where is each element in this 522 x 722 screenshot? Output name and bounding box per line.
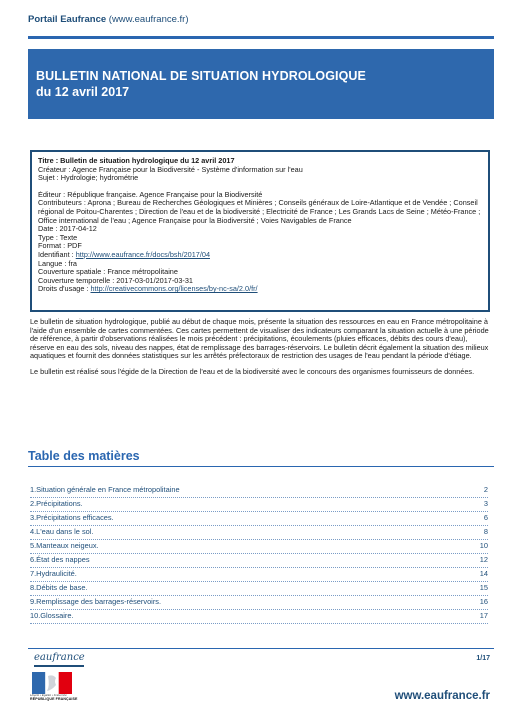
toc-entry-label[interactable]: 3.Précipitations efficaces. xyxy=(30,513,114,522)
toc-entry-label[interactable]: 9.Remplissage des barrages-réservoirs. xyxy=(30,597,162,606)
intro-paragraph-1: Le bulletin de situation hydrologique, publié au début de chaque mois, présente la situation des ressources en eau en France métropolitaine à l'aide d'un ensemble de cartes commentées. Ces cartes permettent de visualiser des indicateurs comparant la situation actuelle à une période de référence, à partir d'observations réalisées le mois précédent : précipitations, écoulements (pluies efficaces, débits des cours d'eau), réserve en eau des sols, niveau des nappes, état de remplissage des barrages-réservoirs. Le bulletin décrit également la situation des milieux aquatiques et fournit des données statistiques sur les arrêtés préfectoraux de restriction des usages de l'eau pendant la période d'étiage. xyxy=(30,317,489,361)
header-divider xyxy=(28,36,494,39)
toc-entry-label[interactable]: 8.Débits de base. xyxy=(30,583,88,592)
meta-createur: Créateur : Agence Française pour la Biodiversité - Système d'information sur l'eau xyxy=(38,165,303,174)
toc-entry-label[interactable]: 1.Situation générale en France métropolitaine xyxy=(30,485,180,494)
footer-divider xyxy=(28,648,494,649)
toc-entry-page[interactable]: 3 xyxy=(483,499,488,508)
toc-entry-page[interactable]: 10 xyxy=(479,541,488,550)
meta-date: Date : 2017-04-12 xyxy=(38,225,97,234)
portal-header xyxy=(28,14,189,25)
meta-droits-label: Droits d'usage : xyxy=(38,285,91,294)
page-number: 1/17 xyxy=(476,655,490,662)
republique-francaise-logo-icon xyxy=(32,672,72,694)
toc-entry-precipitations[interactable] xyxy=(30,498,488,512)
meta-contributeurs: Contributeurs : Aprona ; Bureau de Recherches Géologiques et Minières ; Conseils généraux de Loire-Atlantique et de Vendée ; Conseil régional de Poitou-Charentes ; Direction de l'eau et de la biodiversité ; Electricité de France ; Les Grands Lacs de Seine ; Météo-France ; Office international de l'eau ; Agence Française pour la Biodiversité ; Voies Navigables de France xyxy=(38,198,481,225)
intro-text xyxy=(30,318,492,384)
meta-langue: Langue : fra xyxy=(38,259,77,268)
toc-entry-debits-de-base[interactable] xyxy=(30,582,488,596)
metadata-box xyxy=(30,150,490,312)
meta-couverture-spatiale: Couverture spatiale : France métropolitaine xyxy=(38,268,178,277)
toc-divider xyxy=(28,466,494,467)
toc-entry-page[interactable]: 6 xyxy=(483,513,488,522)
toc-entry-page[interactable]: 15 xyxy=(479,583,488,592)
meta-identifiant-label: Identifiant : xyxy=(38,250,76,259)
republic-name: RÉPUBLIQUE FRANÇAISE xyxy=(30,697,78,701)
eaufrance-logo-underline xyxy=(34,665,84,667)
meta-couverture-temporelle: Couverture temporelle : 2017-03-01/2017-03-31 xyxy=(38,276,193,285)
meta-editeur: Éditeur : République française. Agence Française pour la Biodiversité xyxy=(38,190,263,199)
toc-entry-page[interactable]: 16 xyxy=(479,597,488,606)
toc-title: Table des matières xyxy=(28,449,140,463)
footer-site-link[interactable]: www.eaufrance.fr xyxy=(394,690,490,702)
toc-entry-manteaux-neigeux[interactable] xyxy=(30,540,488,554)
toc-entry-page[interactable]: 8 xyxy=(483,527,488,536)
toc-entry-hydraulicite[interactable] xyxy=(30,568,488,582)
meta-format: Format : PDF xyxy=(38,242,82,251)
toc-entry-label[interactable]: 4.L'eau dans le sol. xyxy=(30,527,94,536)
meta-droits-link[interactable]: http://creativecommons.org/licenses/by-nc-sa/2.0/fr/ xyxy=(90,285,258,294)
toc-entry-label[interactable]: 2.Précipitations. xyxy=(30,499,83,508)
meta-identifiant-link[interactable]: http://www.eaufrance.fr/docs/bsh/2017/04 xyxy=(75,250,210,259)
toc-entry-glossaire[interactable] xyxy=(30,610,488,624)
intro-paragraph-2: Le bulletin est réalisé sous l'égide de la Direction de l'eau et de la biodiversité avec le concours des organismes fournisseurs de données. xyxy=(30,366,475,376)
portal-url[interactable]: (www.eaufrance.fr) xyxy=(108,14,189,25)
meta-titre: Titre : Bulletin de situation hydrologique du 12 avril 2017 xyxy=(38,157,235,165)
meta-droits xyxy=(38,285,482,294)
toc-entry-label[interactable]: 6.État des nappes xyxy=(30,555,90,564)
toc-entry-page[interactable]: 17 xyxy=(479,611,488,620)
toc-entry-remplissage-barrages[interactable] xyxy=(30,596,488,610)
toc-entry-page[interactable]: 12 xyxy=(479,555,488,564)
meta-type: Type : Texte xyxy=(38,233,78,242)
bulletin-date: du 12 avril 2017 xyxy=(36,85,130,99)
republic-motto: Liberté • Égalité • Fraternité xyxy=(30,693,67,697)
meta-sujet: Sujet : Hydrologie; hydrométrie xyxy=(38,174,139,183)
toc-entry-eau-dans-le-sol[interactable] xyxy=(30,526,488,540)
toc-entry-page[interactable]: 14 xyxy=(479,569,488,578)
toc-entry-etat-des-nappes[interactable] xyxy=(30,554,488,568)
bulletin-title: BULLETIN NATIONAL DE SITUATION HYDROLOGIQUE xyxy=(36,69,366,83)
toc-entry-label[interactable]: 5.Manteaux neigeux. xyxy=(30,541,99,550)
eaufrance-logo: eaufrance xyxy=(34,652,85,663)
toc-entry-label[interactable]: 7.Hydraulicité. xyxy=(30,569,77,578)
toc-entry-precipitations-efficaces[interactable] xyxy=(30,512,488,526)
toc-entry-situation-generale[interactable] xyxy=(30,484,488,498)
toc-entry-label[interactable]: 10.Glossaire. xyxy=(30,611,74,620)
toc-entry-page[interactable]: 2 xyxy=(483,485,488,494)
table-of-contents xyxy=(30,484,488,624)
title-banner xyxy=(28,49,494,119)
meta-identifiant xyxy=(38,251,482,260)
portal-name: Portail Eaufrance xyxy=(28,14,107,25)
